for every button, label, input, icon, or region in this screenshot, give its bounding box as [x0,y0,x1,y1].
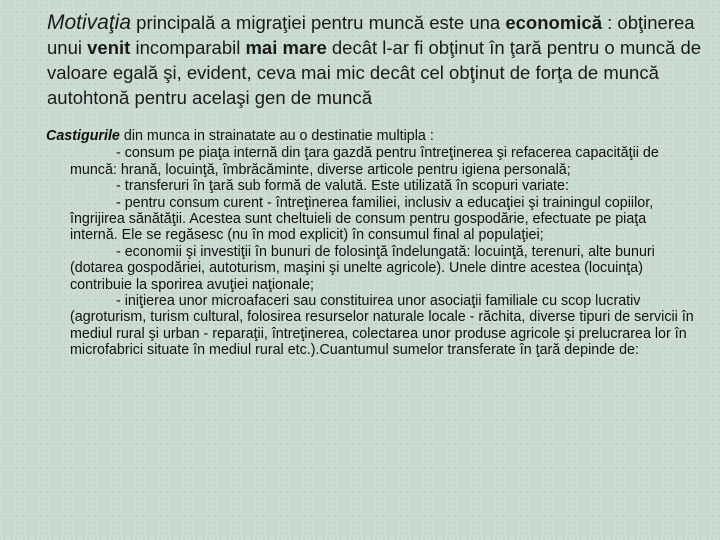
title-lead: Motivaţia [47,11,132,34]
slide-body [46,128,696,359]
title-bold-venit: venit [87,37,131,58]
title-part4: decât l-ar fi obţinut în ţară pentru o muncă de valoare egală şi, evident, ceva mai mic decât cel obţinut de forţa de muncă autohtonă pentru acelaşi gen de muncă [47,37,702,108]
body-item-transferuri: - transferuri în ţară sub formă de valută. Este utilizată în scopuri variate: [116,178,569,195]
body-intro-rest: din munca in strainatate au o destinatie multipla : [119,128,434,144]
title-part3: incomparabil [130,37,246,58]
slide-title [47,10,712,110]
body-intro-italic: Castigurile [46,128,120,144]
title-bold-mai-mare: mai mare [245,37,327,58]
body-item-consum: - consum pe piaţa internă din ţara gazdă pentru întreţinerea şi refacerea capacităţii de muncă: hrană, locuinţă, îmbrăcăminte, diverse articole pentru igiena personală; [70,145,659,178]
title-bold-economica: economică [505,12,603,33]
body-item-microafaceri: - iniţierea unor microafaceri sau constituirea unor asociaţii familiale cu scop lucrativ (agroturism, turism cultural, folosirea resurselor naturale locale - răchita, diverse tipuri de servicii în mediul rural şi urban - reparaţii, întreţinerea, colectarea unor produse agricole şi prelucrarea lor în microfabrici situate în mediul rural etc.).Cuantumul sumelor transferate în ţară depinde de: [70,293,694,359]
title-part2: : obţinerea unui [47,12,695,58]
body-item-economii: - economii şi investiţii în bunuri de folosinţă îndelungată: locuinţă, terenuri, alte bunuri (dotarea gospodăriei, autoturism, maşini şi unelte agricole). Unele dintre acestea (locuinţa) contribuie la sporirea avuţiei naţionale; [70,243,655,293]
title-part1: principală a migraţiei pentru muncă este una [131,12,506,33]
body-items [46,145,696,358]
body-intro [46,128,696,144]
body-item-consum-curent: - pentru consum curent - întreţinerea familiei, inclusiv a educaţiei şi trainingul copiilor, îngrijirea sănătăţii. Acestea sunt cheltuieli de consum pentru gospodărie, efectuate pe piaţa internă. Ele se regăsesc (nu în mod explicit) în consumul final al populaţiei; [70,194,654,244]
